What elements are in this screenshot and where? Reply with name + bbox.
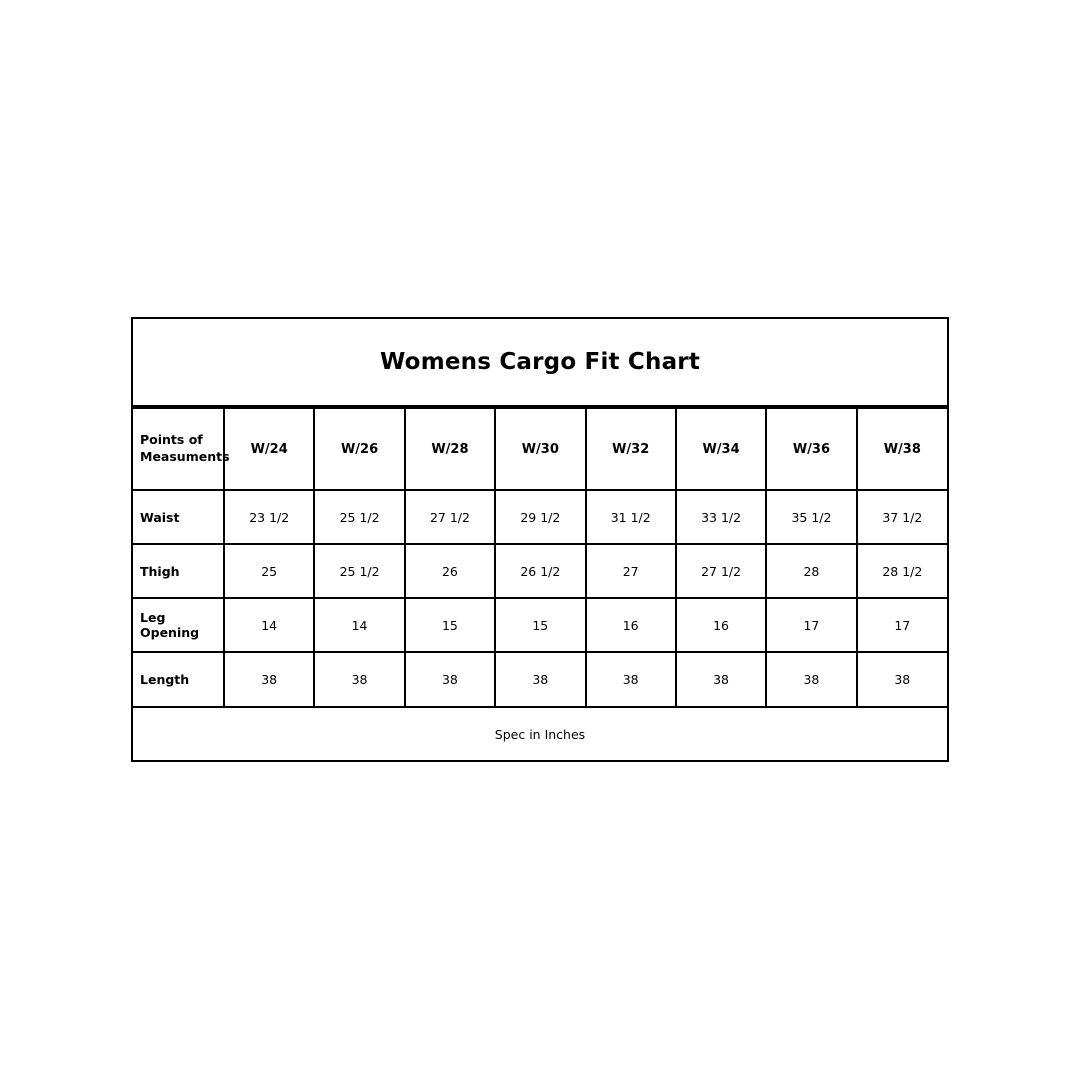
row-label: Thigh xyxy=(133,544,224,598)
row-label: Leg Opening xyxy=(133,598,224,652)
column-header-size: W/28 xyxy=(405,408,495,490)
table-cell: 27 xyxy=(586,544,676,598)
column-header-size: W/24 xyxy=(224,408,314,490)
table-header-row xyxy=(133,408,947,490)
table-cell: 33 1/2 xyxy=(676,490,766,544)
table-cell: 14 xyxy=(224,598,314,652)
table-cell: 16 xyxy=(676,598,766,652)
column-header-size: W/30 xyxy=(495,408,585,490)
table-cell: 38 xyxy=(766,652,856,706)
column-header-size: W/32 xyxy=(586,408,676,490)
table-cell: 29 1/2 xyxy=(495,490,585,544)
table-cell: 31 1/2 xyxy=(586,490,676,544)
row-label: Length xyxy=(133,652,224,706)
table-cell: 28 xyxy=(766,544,856,598)
table-cell: 27 1/2 xyxy=(676,544,766,598)
page-title: Womens Cargo Fit Chart xyxy=(379,349,701,375)
column-header-size: W/38 xyxy=(857,408,947,490)
column-header-points-of-measurements: Points of Measuments xyxy=(133,408,224,490)
size-chart-table xyxy=(133,407,947,706)
table-cell: 14 xyxy=(314,598,404,652)
table-row xyxy=(133,652,947,706)
table-cell: 15 xyxy=(495,598,585,652)
column-header-size: W/34 xyxy=(676,408,766,490)
table-row xyxy=(133,490,947,544)
fit-chart-container xyxy=(131,317,949,762)
table-cell: 38 xyxy=(314,652,404,706)
table-cell: 26 1/2 xyxy=(495,544,585,598)
table-cell: 38 xyxy=(586,652,676,706)
table-cell: 38 xyxy=(676,652,766,706)
table-cell: 37 1/2 xyxy=(857,490,947,544)
table-cell: 25 xyxy=(224,544,314,598)
chart-footer-band xyxy=(133,706,947,760)
table-cell: 38 xyxy=(495,652,585,706)
row-label: Waist xyxy=(133,490,224,544)
table-cell: 17 xyxy=(857,598,947,652)
column-header-size: W/36 xyxy=(766,408,856,490)
column-header-size: W/26 xyxy=(314,408,404,490)
table-cell: 35 1/2 xyxy=(766,490,856,544)
table-cell: 23 1/2 xyxy=(224,490,314,544)
table-cell: 28 1/2 xyxy=(857,544,947,598)
table-row xyxy=(133,598,947,652)
table-cell: 25 1/2 xyxy=(314,490,404,544)
table-cell: 26 xyxy=(405,544,495,598)
table-cell: 15 xyxy=(405,598,495,652)
table-cell: 16 xyxy=(586,598,676,652)
table-cell: 38 xyxy=(857,652,947,706)
table-cell: 25 1/2 xyxy=(314,544,404,598)
table-cell: 17 xyxy=(766,598,856,652)
table-cell: 38 xyxy=(405,652,495,706)
table-cell: 38 xyxy=(224,652,314,706)
chart-title-band xyxy=(133,319,947,407)
spec-unit-note: Spec in Inches xyxy=(494,726,586,742)
table-row xyxy=(133,544,947,598)
table-cell: 27 1/2 xyxy=(405,490,495,544)
